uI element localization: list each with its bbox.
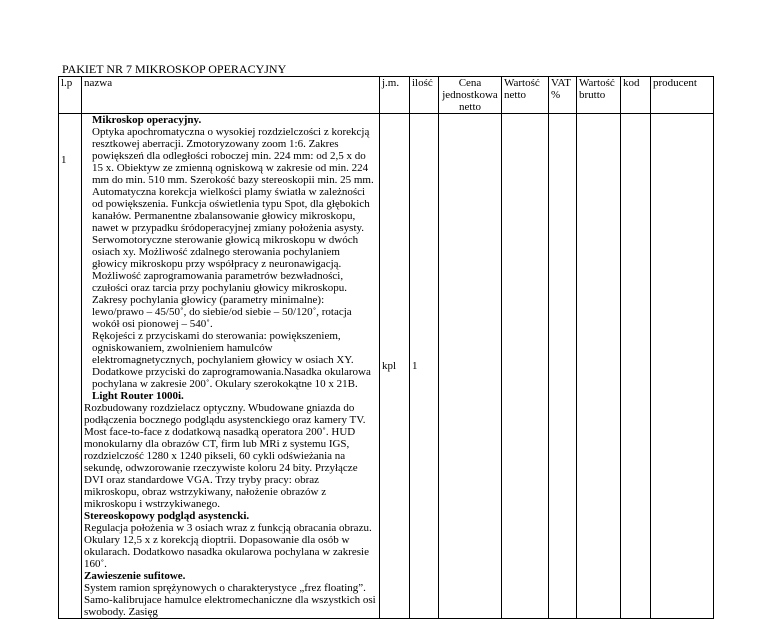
header-producent: producent bbox=[651, 77, 714, 114]
header-cena: Cena jednostkowa netto bbox=[439, 77, 502, 114]
row-ilosc: 1 bbox=[410, 114, 439, 619]
desc-light-router-heading: Light Router 1000i. bbox=[92, 390, 184, 402]
header-vat: VAT % bbox=[549, 77, 577, 114]
page-title: PAKIET NR 7 MIKROSKOP OPERACYJNY bbox=[62, 62, 287, 76]
desc-ceiling: System ramion sprężynowych o charakterystyce „frez floating”. Samo-kalibrujace hamulce elektromechaniczne dla wszystkich osi swobody. Zasięg bbox=[84, 582, 376, 618]
row-lp: 1 bbox=[59, 114, 82, 619]
desc-handles: Rękojeści z przyciskami do sterowania: powiększeniem, ogniskowaniem, zwolnieniem hamulców elektromagnetycznych, pochylaniem głowicy w osiach XY. Dodatkowe przyciski do zaprogramowania.Nasadka okularowa pochylana w zakresie 200˚. Okulary szerokokątne 10 x 21B. bbox=[92, 330, 371, 390]
header-row bbox=[59, 77, 714, 114]
header-kod: kod bbox=[621, 77, 651, 114]
desc-ceiling-heading: Zawieszenie sufitowe. bbox=[84, 570, 186, 582]
row-jm: kpl bbox=[380, 114, 410, 619]
header-ilosc: ilość bbox=[410, 77, 439, 114]
desc-assistant-heading: Stereoskopowy podgląd asystencki. bbox=[84, 510, 250, 522]
desc-heading: Mikroskop operacyjny. bbox=[92, 114, 202, 126]
header-lp: l.p bbox=[59, 77, 82, 114]
desc-tilt-ranges: Zakresy pochylania głowicy (parametry minimalne): lewo/prawo – 45/50˚, do siebie/od siebie – 50/120˚, rotacja wokół osi pionowej – 540˚. bbox=[92, 294, 352, 330]
desc-light-router: Rozbudowany rozdzielacz optyczny. Wbudowane gniazda do podłączenia bocznego podglądu asystenckiego oraz kamery TV. Most face-to-face z dodatkową nasadką operatora 200˚. HUD monokularny dla obrazów CT, firm lub MRi z systemu IGS, rozdzielczość 1280 x 1240 pikseli, 60 cykli odświeżania na sekundę, odwzorowanie rzeczywiste koloru 24 bity. Przyłącze DVI oraz standardowe VGA. Trzy tryby pracy: obraz mikroskopu, obraz wstrzykiwany, nałożenie obrazów z mikroskopu i wstrzykiwanego. bbox=[84, 402, 366, 510]
header-wartosc-netto: Wartość netto bbox=[502, 77, 549, 114]
header-nazwa: nazwa bbox=[82, 77, 380, 114]
desc-assistant: Regulacja położenia w 3 osiach wraz z funkcją obracania obrazu. Okulary 12,5 x z korekcją dioptrii. Dopasowanie dla osób w okularach. Dodatkowo nasadka okularowa pochylana w zakresie 160˚. bbox=[84, 522, 372, 570]
desc-optics: Optyka apochromatyczna o wysokiej rozdzielczości z korekcją resztkowej aberracji. Zmotoryzowany zoom 1:6. Zakres powiększeń dla odległości roboczej min. 224 mm: od 2,5 x do 15 x. Obiektyw ze zmienną ogniskową w zakresie od min. 224 mm do min. 510 mm. Szerokość bazy stereoskopii min. 25 mm. Automatyczna korekcja wielkości plamy światła w zależności od powiększenia. Funkcja oświetlenia typu Spot, dla głębokich kanałów. Permanentne zbalansowanie głowicy mikroskopu, nawet w przypadku śródoperacyjnej zmiany położenia asysty. Serwomotoryczne sterowanie głowicą mikroskopu w dwóch osiach xy. Możliwość zdalnego sterowania pochylaniem głowicy mikroskopu przy współpracy z neuronawigacją. Możliwość zaprogramowania parametrów bezwładności, czułości oraz tarcia przy pochylaniu głowicy mikroskopu. bbox=[92, 126, 374, 294]
header-jm: j.m. bbox=[380, 77, 410, 114]
package-table bbox=[58, 76, 714, 619]
header-wartosc-brutto: Wartość brutto bbox=[577, 77, 621, 114]
